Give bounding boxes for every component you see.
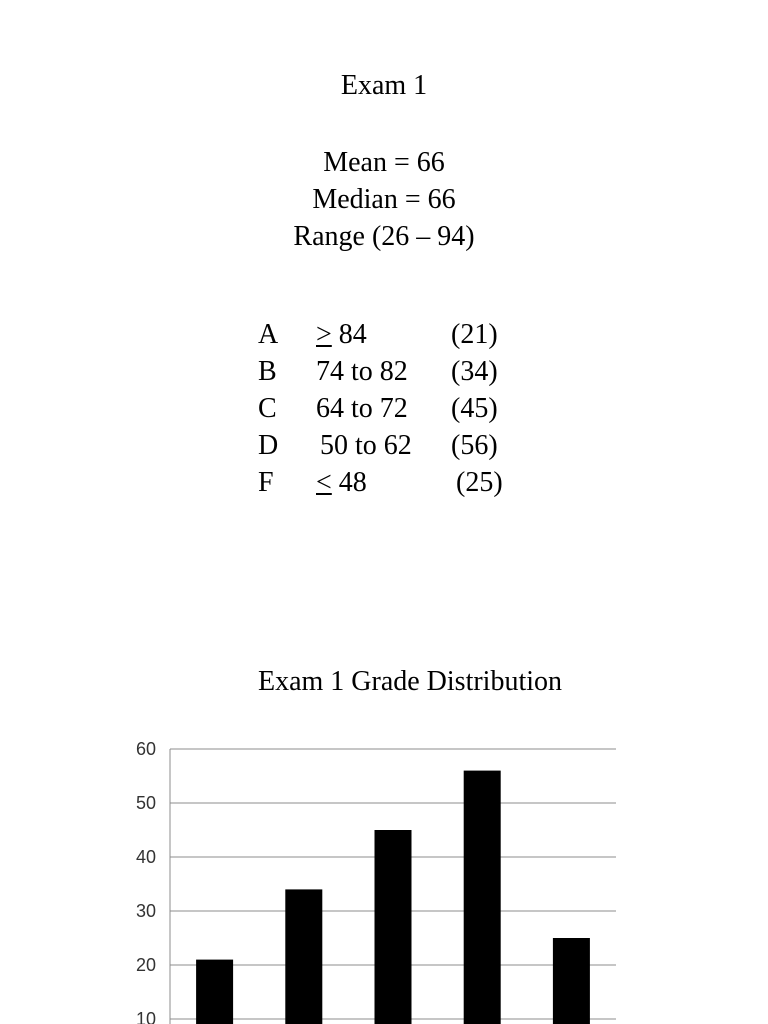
grade-range: 64 to 72 — [316, 393, 408, 424]
grade-letter: A — [258, 319, 279, 350]
grade-letter: F — [258, 467, 274, 498]
grade-count: (45) — [451, 393, 498, 424]
y-tick-label: 30 — [135, 901, 156, 921]
bar-b — [285, 889, 322, 1024]
bar-c — [375, 830, 412, 1024]
grade-range: 50 to 62 — [320, 430, 412, 461]
grade-letter: C — [258, 393, 277, 424]
grade-count: (56) — [451, 430, 498, 461]
grade-range — [316, 316, 367, 353]
summary-stats — [0, 144, 768, 255]
chart-title: Exam 1 Grade Distribution — [257, 666, 563, 697]
grade-range-value: 48 — [331, 467, 367, 498]
y-tick-label: 60 — [135, 739, 156, 759]
grade-distribution-chart — [0, 730, 768, 1024]
grade-count: (34) — [451, 356, 498, 387]
page-title: Exam 1 — [340, 70, 428, 101]
median-stat: Median = 66 — [312, 184, 456, 215]
y-tick-label: 20 — [135, 955, 156, 975]
grade-range-value: 84 — [331, 319, 367, 350]
less-equal-symbol: < — [316, 467, 332, 498]
y-tick-label: 10 — [135, 1009, 156, 1024]
bar-d — [464, 771, 501, 1024]
range-stat: Range (26 – 94) — [293, 221, 475, 252]
y-tick-label: 50 — [135, 793, 156, 813]
grade-range: 74 to 82 — [316, 356, 408, 387]
greater-equal-symbol: > — [316, 319, 332, 350]
grade-count: (25) — [456, 467, 503, 498]
bar-a — [196, 960, 233, 1024]
grade-letter: B — [258, 356, 277, 387]
grade-letter: D — [258, 430, 279, 461]
mean-stat: Mean = 66 — [323, 147, 445, 178]
grade-range — [316, 464, 367, 501]
y-tick-label: 40 — [135, 847, 156, 867]
grade-count: (21) — [451, 319, 498, 350]
bar-f — [553, 938, 590, 1024]
